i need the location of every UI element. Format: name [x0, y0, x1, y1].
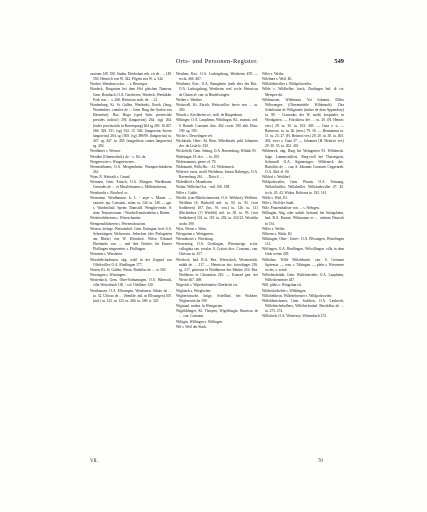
register-entry: Wersemne. Werdhausen. h. L. - asye s. Marne. — cartarie. epi. Constant., mitar. tu. 144. tu. 146. — ppr. s. Wardeichail. Speter, Damstiff. Wengiln-ernbe. S. dom. Teutonicorum. - Wardsell mottenheim s. Batten. [90, 195, 172, 216]
register-entry: Wersbertletkerum s. Witreschaniter [90, 216, 141, 221]
register-entry: Wigtilddinger, Kl. Thorpen, Wigeltlingin. Banricus de … can. Constant. [176, 309, 258, 319]
register-entry: Wildeneck, abg. Burg bei Weingarten 93. Wildeneck. laige. Lammwald/ost. Berg-stoll bei Tharreigerti, Schonzell O.A. Sigmaringer; Wildeneck dec. Bartolfus de … can. S. Johannis Constant. Ceppenreb. O.A. Abd. el. 00. [262, 149, 344, 174]
register-entry: Werdbarer s. Wersen. [90, 149, 121, 154]
sheet-signature: VII. [90, 459, 98, 464]
register-entry: Wempensblohteren s. Wernesohcutsen. [90, 221, 147, 226]
register-entry: Wierneboire s. Wiresburg. [176, 237, 214, 241]
register-entry: Wilde s. Wildheller; lurch, Zindingen Ind. di ctr; Merspee dit. [262, 87, 344, 97]
register-entry: Wilde s. Weil, Kl. [262, 195, 288, 200]
register-entry: Widensaumes, gener. el. 79. [176, 159, 217, 164]
register-entry: Wacher, Wanzburca dac … s. Benwiges. [90, 82, 149, 87]
register-columns [90, 72, 344, 452]
register-entry: Wesnizin s. Winsheim. [90, 252, 123, 257]
register-entry: Wile, Frauensbaliser von … s. Nehrgen. [262, 206, 320, 211]
register-entry: Wether s. Warther. [176, 97, 203, 102]
register-entry: Wasen, Kt. St. Gallen, Wesin. Rodulfus de … to 350. [90, 267, 167, 272]
register-entry: Wile s. Weil der Stadt. [262, 200, 295, 205]
register-entry: Wilhelms. Wille Wilteleburtit. can. S. Germani Spirensis. — com. s. Tübingen. — plebs s. Wiesensee eccles. s. serial. [262, 257, 344, 272]
register-entry: Wildpolzweiler, Gem. Pfaum, O.A. Tettnang, Willobliwiller, Willabeiller. Willobiebwiller 47. 45. sccls. 45. 43. Widon. Bolterus tu. 192. 161. [262, 180, 344, 195]
register-entry: Wiesgarten s. Weingarten. [176, 231, 214, 236]
register-entry: Willobbertshoner, Gem. Soddern, O.A. Laubrech, Willebiechebofhers, Willeberlstuhel. Bertoldlus de … tu. 273. 274. [262, 298, 344, 314]
running-title: Orts- und Personen-Register. [175, 58, 259, 65]
register-entry: Widemarth, Willa Hu.. - 41. Widemarch. [176, 164, 235, 169]
register-entry: Wiesloch, bad. B.A. Bez. Wiesesloch, Wisenessloh. nobih de … 217. — Heinricus dos. frorodinger 216. sg. 217. patrizius et Waithberus des Markte 216. Bea. Waltherus et Chronulan 216. — Konrad gen. der Weise 467. 469. [176, 257, 258, 283]
register-entry: Wargerowire s. Wurgeterwiere. [90, 159, 135, 164]
page-number: 549 [334, 58, 344, 65]
register-entry: Wies, Wiene s. Wain. [176, 226, 207, 231]
register-entry: Wiler s. Weiler. [262, 72, 285, 76]
register-entry: Wiche s. Dewelingen vel. [176, 133, 213, 138]
register-entry: Willobibeiviller s. Wildpolzweiler. [262, 82, 312, 87]
register-entry: Willingen, Abg. oder unbeb. bestand, bei Stuttgsheim, bad. B.A. Rastatt. Wilinnoum es … cubiens Deutsch in 154. [262, 211, 344, 226]
register-column-1 [90, 72, 172, 452]
register-entry: Wilter s. Weiler. [262, 226, 286, 231]
register-entry: Willobeliheus. Willebelseister s. Wildpolzweiler. [262, 293, 333, 298]
register-entry: Willobroh, O.A. Wiatersoy, Wittembach 272. [262, 314, 327, 319]
register-entry: Wardenburg, Kt. St. Gallen, Wardenbi., Ilerzb. (burg, Wardenberc. comites de … frem. Burg der Grafen von Hasenfurt). Hac. Hugo (sped Subs provinciale presides iudicio) 256 (langravius) 264. (sg) 264. (iudex provincialis in Ravensparg) 264 sg 265. 16 267. 266. 328. 331. (sg) 334. 15. 302. (langravius Suecie langravius) 264. sg 1305. (sg) 389/90. (langravius) tu. 447. sg. 447. tu. 450. (magnificus comes langravius) sg. 450. [90, 102, 172, 149]
register-entry: Wildetsluchelite s. Wilhlingen. [262, 288, 307, 293]
register-entry: Wilhelmsbrüdir, Gem. Wallchensider, O.A. Laupheim, Willechentenier 447. [262, 273, 344, 283]
register-entry: Werdkie (Otterneckirk), dz. - s. Ulc dz. [90, 154, 147, 159]
register-entry: Wildenzoen, Wildenzau. Voi Isdomin, Dilles Wiltwengen (Oberemedele Wildenzoh): Dea Schnlouine de Wiltgeratte (mitter de dem Appendory) tu. 80. - Contradus des W. mold, hospitaler. in Wiedgarten. — Fritcdoriss der … tu. 20. (H. Heinric vers.) 29. tu. 30. tu. 102. 403. — Guta z. u. — Rainricus. tu. tu. 26. (mes.) 79. 30. — Hermannus tu. 11. tu. 23. 27. (H. Heinrici ver.) 29. 20. tu. 30. tu. 403. 402. wer.r z. Guta 37. — Johannes (H. Heinrici ver.) 29. 30. 35. tu. 202. 401. [262, 97, 344, 149]
register-entry: Westhen, Kirr.. O.A. Ludwigsburg, Westheim 458. — eccla. 466. 467. [176, 72, 258, 82]
register-entry: Wardeck, Burgruine bei dem Hof gleichen Namens, Gem. Bombach, O.A. Geroberen, Wardeck, Werdakke. Fork von … s. 260. Heinricus eralt. de … 21. [90, 87, 172, 102]
register-entry: Will. plebs s. Wingsdun vit. [262, 283, 302, 288]
register-entry: Wil s. Weil der Stadt. [176, 324, 207, 329]
register-entry: Widenager, H. dco. … tu. 295. [176, 154, 221, 159]
register-entry: Wiglanch s. Wieglocher. [176, 288, 212, 293]
register-entry: Wibinger, O.A. Laupheim, Wibilingin. Kl., monast. ord. S. Benedi. Constant. dioc. 462. cover. 190. abb. Elser. 190. sg. 190. [176, 118, 258, 133]
sheet-number: 70 [318, 459, 323, 464]
register-entry: Wersen, bislege. Wersuenkirl. Gem. Enfingen; bed. S.A. Scheettingen; Welwersen. Sebecken (der Pfalagrafen am Rhein) von W. Kleinhoft. Wilsw Erbrand Eberhardo von … und ihre Teohter, ihr Einster Pfullingen eingetreten. s. Pfullingen. [90, 226, 172, 252]
register-entry: Westerbach, Gem. Ober-Sulmatingen, O.A. Biberach, villa Westerbach 130. - col. Otbllines 130. [90, 278, 172, 288]
register-entry: Widedtheil s. Maunhoim. [176, 180, 213, 185]
register-entry: Westhausen, O.A. Ellwangen, Westhusen. Siboto de … tu. 32. Ulricus de … (Senilde. mil. in Ellwangen) 105. (mil.) tu. 122. tu. 123. tu. 266. tu. 269. tr. 325. [90, 288, 172, 303]
register-entry: Wigerich s. Wiperhefrtaden; Oberbrich vir. [176, 283, 238, 288]
register-column-3 [262, 72, 344, 452]
register-entry: Wiginaol. mohra. ln Weingerten. [176, 304, 224, 309]
register-entry: Wesalz s. Kirchheim o/r.. mill. de Ringenburn. [176, 113, 243, 118]
register-entry: Wigbertstruche, knige, Schellhaf, bei Waldsee, Wigbertstriche 190. [176, 293, 258, 303]
register-entry: Wesobelichadinsen, abg. wohl in der Gegend von Offeltwiller, O.A. Riedlingen 177., [90, 257, 172, 267]
register-entry: Wiethl; (von Mittelwinereutte, O.A. Weldsee), Weilhtez. Weilhem (S. Barbold) mil. tu. 50. tu. 92. (von Soddiesen) 107. (bis. W. von.) tu. 126. tu. 131 (Bechterbez (?) Wiedthl) mil. tu. 50. tu. 93. (von Seddebrest) 101. tu. 119. tu. 282. tu. 432-23. Wiesthln urohr. 390. [176, 195, 258, 226]
register-entry: Wildorf s. Weildorf. [262, 175, 291, 180]
page-header [90, 56, 344, 68]
register-entry: Widevee curia, mold Wieldtean, bissen Babengry, O.A. Ravensburg 261. … Dota S. … [176, 169, 258, 180]
register-entry: Wiffingen, O.A. Riedlingen, Wilwillingen. villa in dem Gerb sceine 259. [262, 247, 344, 257]
register-entry: Wickrtfeld, Gem. Saburg, O.A. Ravensburg, Wilakh 93. [176, 149, 257, 154]
register-entry: Wiltigin. Willingen s. Willingen. [176, 319, 223, 324]
register-entry: Wessingen s. Winsingen. [90, 273, 126, 278]
register-entry: Wickkrath, Ober-, Kt. Bern, Wibekkrath. prbl. Johannes dev. de Lisla le. 350. [176, 139, 258, 149]
register-entry: Wiesensieg, O.A. Geislingen, Wisensteige. eccla. collegiata can. secular. S. Cyriaci dioc. Constant., can. Christus tu. 357. [176, 242, 258, 257]
register-entry: Walter, Wilhelm Oca. - mil. 160. 188. [176, 185, 231, 190]
register-entry: Wiler s. Gulde. [176, 190, 198, 195]
register-entry: Werneslebanes, O.A. Mergentheim, Warnprechtitobens 261. [90, 164, 172, 174]
register-entry: Westhene, Kirr.. O.A. Bamgheim (neth eber der Ritt.. O.A. Ludwigsburg, Westheim. reel. eccle. Heinricus de Chazecel. can. in Bindelwingen. [176, 82, 258, 97]
register-entry: Wilehure s. Weil, Kl. [262, 77, 293, 82]
register-entry: Wilterm s. Weila, Kl. [262, 231, 293, 236]
register-entry: Wam. N. Weitrailt s. Grund. [90, 175, 131, 180]
register-entry: Wernnen, Gem. Ertisch, O.A. Ehingen; Werdhauen. Genrades de … et Messlebruerns s. Millentobrerus. [90, 180, 172, 190]
register-column-2 [176, 72, 258, 452]
register-entry: Wilttingen, Ober-, Unter-, O.A. Ellwangen, Wiwelingen 112. [262, 237, 344, 247]
register-entry: Wersburdis s. Bruched. vc. [90, 190, 129, 195]
register-entry: castrum 149. 350. Stadtu, Diethoban oeh. vir de …, 149. 350. Heinrich von W. 342. Pilgrin von W. u. 342. [90, 72, 172, 82]
page-footer [90, 457, 344, 466]
register-entry: Wettswell, Kt. Zürich, Wettiswiller. herve von … tu. 450. [176, 102, 258, 113]
